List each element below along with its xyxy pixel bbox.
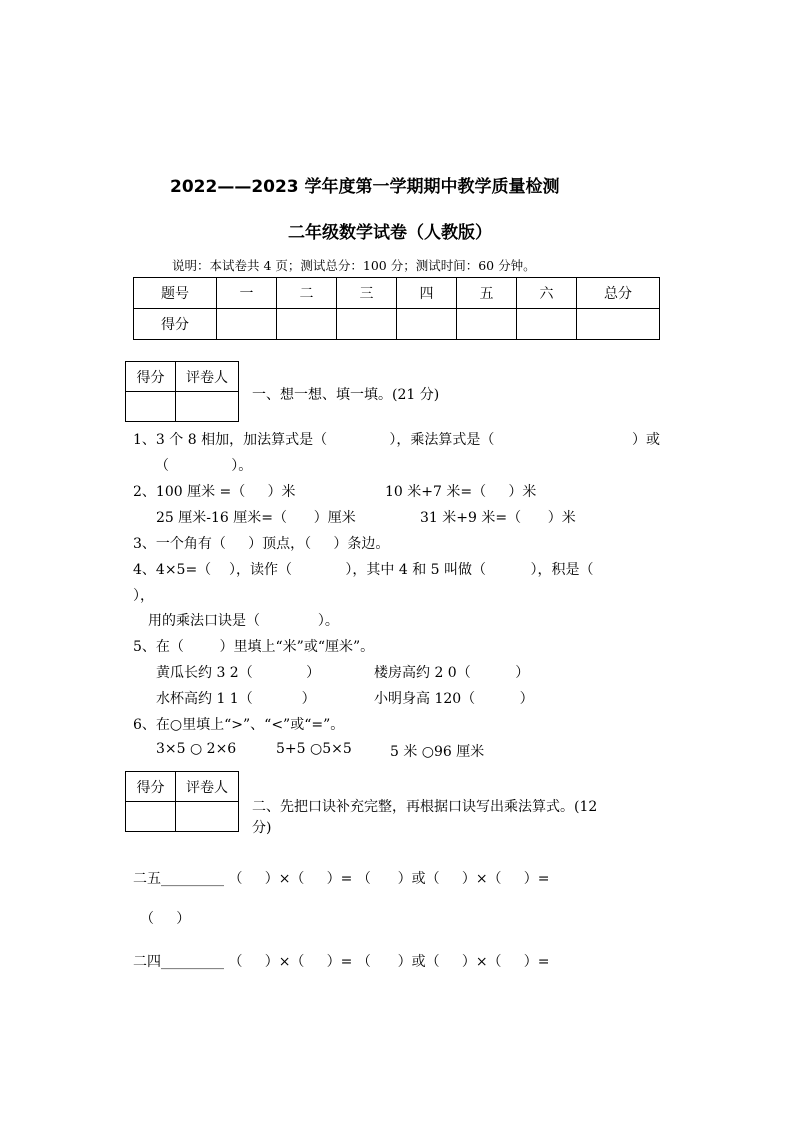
grader-box-label: 得分 (126, 362, 176, 392)
question-5: 5、在（ ）里填上“米”或“厘米”。 (133, 639, 375, 655)
score-blank-cell[interactable] (517, 309, 577, 340)
grader-box-label: 得分 (126, 772, 176, 802)
question-2-a: 2、100 厘米 =（ ）米 (133, 484, 296, 500)
grader-box-blank[interactable] (126, 802, 176, 832)
score-blank-cell[interactable] (277, 309, 337, 340)
question-5-d: 小明身高 120（ ） (374, 691, 534, 707)
score-table-cell: 题号 (134, 278, 217, 309)
question-2-c: 25 厘米-16 厘米=（ ）厘米 (156, 510, 356, 526)
question-5-c: 水杯高约 1 1（ ） (156, 691, 316, 707)
grader-box-blank[interactable] (176, 802, 239, 832)
score-table-cell: 一 (217, 278, 277, 309)
question-2-d: 31 米+9 米=（ ）米 (420, 510, 576, 526)
question-6-c: 5 米 ○96 厘米 (390, 744, 485, 760)
question-1-line2: （ ）。 (155, 458, 253, 474)
section2-heading-line1: 二、先把口诀补充完整，再根据口诀写出乘法算式。(12 (252, 799, 598, 815)
exam-instructions: 说明：本试卷共 4 页；测试总分：100 分；测试时间：60 分钟。 (172, 258, 536, 273)
score-table-cell: 五 (457, 278, 517, 309)
question-6-b: 5+5 ○5×5 (276, 741, 352, 757)
question-1-line1-end: ）或 (632, 432, 660, 448)
score-table-cell: 二 (277, 278, 337, 309)
question-5-b: 楼房高约 2 0（ ） (374, 665, 530, 681)
question-6: 6、在○里填上“>”、“<”或“=”。 (133, 717, 345, 733)
exam-title: 2022——2023 学年度第一学期期中教学质量检测 (170, 177, 560, 197)
section2-heading-line2: 分) (252, 820, 272, 836)
score-table-cell: 六 (517, 278, 577, 309)
grader-box-1 (125, 361, 239, 422)
exam-subtitle: 二年级数学试卷（人教版） (288, 223, 492, 243)
score-table-cell: 总分 (577, 278, 660, 309)
grader-box-2 (125, 771, 239, 832)
score-table-cell: 四 (397, 278, 457, 309)
score-table-cell: 得分 (134, 309, 217, 340)
score-table-score-row (134, 309, 660, 340)
score-blank-cell[interactable] (337, 309, 397, 340)
score-table-header-row (134, 278, 660, 309)
question-2-b: 10 米+7 米=（ ）米 (385, 484, 537, 500)
question-1-line1: 1、3 个 8 相加，加法算式是（ ），乘法算式是（ (133, 432, 495, 448)
section2-row-1: 二五_________ （ ）×（ ）= （ ）或（ ）×（ ）= (133, 871, 550, 887)
question-4-line1: 4、4×5=（ ），读作（ ），其中 4 和 5 叫做（ ），积是（ (133, 562, 594, 578)
grader-box-blank[interactable] (176, 392, 239, 422)
grader-box-label: 评卷人 (176, 362, 239, 392)
section2-row-2: 二四_________ （ ）×（ ）= （ ）或（ ）×（ ）= (133, 954, 550, 970)
score-blank-cell[interactable] (217, 309, 277, 340)
score-blank-cell[interactable] (577, 309, 660, 340)
score-blank-cell[interactable] (397, 309, 457, 340)
score-blank-cell[interactable] (457, 309, 517, 340)
score-table-cell: 三 (337, 278, 397, 309)
question-3: 3、一个角有（ ）顶点，（ ）条边。 (133, 536, 390, 552)
score-table (133, 277, 660, 340)
section2-row-1-cont: （ ） (140, 911, 191, 927)
question-5-a: 黄瓜长约 3 2（ ） (156, 665, 321, 681)
question-4-line3: 用的乘法口诀是（ ）。 (148, 613, 339, 629)
question-4-line2: ）， (133, 588, 154, 604)
question-6-a: 3×5 ○ 2×6 (156, 741, 237, 757)
grader-box-blank[interactable] (126, 392, 176, 422)
section1-heading: 一、想一想、填一填。(21 分) (252, 387, 440, 403)
grader-box-label: 评卷人 (176, 772, 239, 802)
